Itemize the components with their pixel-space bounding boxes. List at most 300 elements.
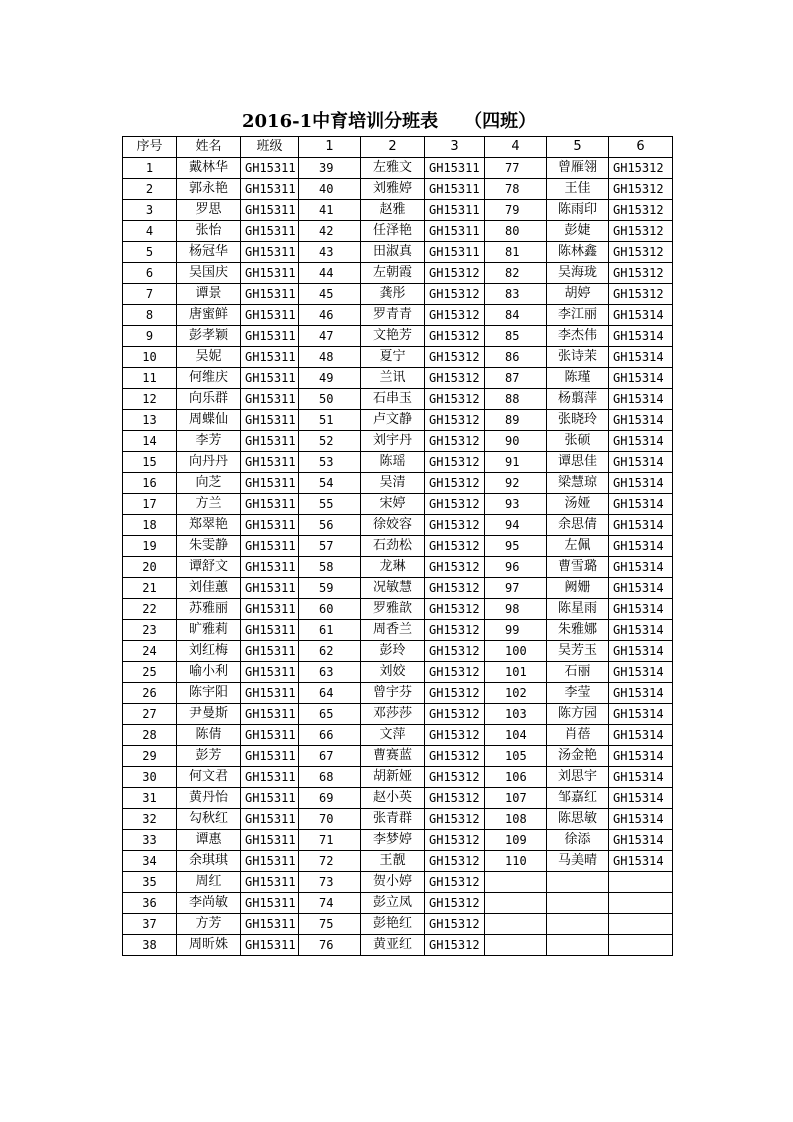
name-cell: 张硕 <box>547 431 609 452</box>
class-cell: GH15314 <box>609 683 673 704</box>
name-cell: 刘姣 <box>361 662 425 683</box>
seq-cell: 43 <box>299 242 361 263</box>
name-cell: 谭景 <box>177 284 241 305</box>
seq-cell: 110 <box>485 851 547 872</box>
class-cell <box>609 872 673 893</box>
seq-cell: 80 <box>485 221 547 242</box>
class-cell: GH15312 <box>609 221 673 242</box>
class-cell: GH15314 <box>609 368 673 389</box>
name-cell: 陈林鑫 <box>547 242 609 263</box>
name-cell: 石串玉 <box>361 389 425 410</box>
table-row <box>123 221 673 242</box>
class-cell: GH15312 <box>425 326 485 347</box>
class-cell: GH15314 <box>609 788 673 809</box>
name-cell: 李尚敏 <box>177 893 241 914</box>
class-cell: GH15314 <box>609 725 673 746</box>
class-cell: GH15311 <box>241 242 299 263</box>
seq-cell: 11 <box>123 368 177 389</box>
seq-cell: 47 <box>299 326 361 347</box>
seq-cell: 35 <box>123 872 177 893</box>
seq-cell: 23 <box>123 620 177 641</box>
class-cell: GH15311 <box>241 662 299 683</box>
class-cell: GH15314 <box>609 851 673 872</box>
class-cell: GH15312 <box>425 347 485 368</box>
class-cell <box>609 893 673 914</box>
table-row <box>123 368 673 389</box>
seq-cell: 100 <box>485 641 547 662</box>
name-cell: 朱雅娜 <box>547 620 609 641</box>
name-cell: 曾雁翎 <box>547 158 609 179</box>
name-cell: 杨冠华 <box>177 242 241 263</box>
class-cell: GH15312 <box>425 725 485 746</box>
title-class: （四班） <box>464 111 537 132</box>
class-cell: GH15311 <box>425 158 485 179</box>
class-cell: GH15311 <box>425 200 485 221</box>
table-row <box>123 347 673 368</box>
class-cell: GH15312 <box>425 368 485 389</box>
name-cell: 向乐群 <box>177 389 241 410</box>
seq-cell: 18 <box>123 515 177 536</box>
seq-cell: 46 <box>299 305 361 326</box>
class-cell: GH15312 <box>425 830 485 851</box>
class-cell: GH15311 <box>241 578 299 599</box>
class-cell: GH15311 <box>241 704 299 725</box>
class-cell: GH15312 <box>425 410 485 431</box>
class-cell: GH15314 <box>609 536 673 557</box>
class-cell: GH15311 <box>241 914 299 935</box>
header-cell: 5 <box>547 137 609 158</box>
name-cell: 徐姣容 <box>361 515 425 536</box>
name-cell: 曹赛蓝 <box>361 746 425 767</box>
seq-cell: 72 <box>299 851 361 872</box>
name-cell: 赵小英 <box>361 788 425 809</box>
seq-cell: 24 <box>123 641 177 662</box>
name-cell: 朱雯静 <box>177 536 241 557</box>
name-cell: 张青群 <box>361 809 425 830</box>
seq-cell: 39 <box>299 158 361 179</box>
name-cell: 兰讯 <box>361 368 425 389</box>
class-cell: GH15311 <box>241 557 299 578</box>
name-cell: 张晓玲 <box>547 410 609 431</box>
name-cell: 邹嘉红 <box>547 788 609 809</box>
class-cell <box>609 914 673 935</box>
seq-cell: 65 <box>299 704 361 725</box>
seq-cell: 28 <box>123 725 177 746</box>
class-cell: GH15311 <box>241 746 299 767</box>
name-cell: 夏宁 <box>361 347 425 368</box>
seq-cell: 109 <box>485 830 547 851</box>
name-cell: 谭思佳 <box>547 452 609 473</box>
seq-cell <box>485 893 547 914</box>
name-cell: 徐添 <box>547 830 609 851</box>
class-cell: GH15312 <box>425 662 485 683</box>
class-cell: GH15312 <box>425 284 485 305</box>
class-cell: GH15311 <box>241 641 299 662</box>
name-cell: 彭婕 <box>547 221 609 242</box>
name-cell: 胡新娅 <box>361 767 425 788</box>
name-cell: 曹雪璐 <box>547 557 609 578</box>
name-cell: 李杰伟 <box>547 326 609 347</box>
name-cell: 杨翦萍 <box>547 389 609 410</box>
table-row <box>123 494 673 515</box>
class-cell: GH15311 <box>241 284 299 305</box>
class-cell: GH15311 <box>241 326 299 347</box>
class-cell: GH15312 <box>425 515 485 536</box>
class-cell: GH15311 <box>425 221 485 242</box>
seq-cell: 64 <box>299 683 361 704</box>
name-cell: 汤娅 <box>547 494 609 515</box>
name-cell: 李梦婷 <box>361 830 425 851</box>
name-cell: 郑翠艳 <box>177 515 241 536</box>
table-row <box>123 263 673 284</box>
name-cell: 旷雅莉 <box>177 620 241 641</box>
name-cell: 谭惠 <box>177 830 241 851</box>
name-cell: 李江丽 <box>547 305 609 326</box>
class-cell: GH15311 <box>241 221 299 242</box>
class-cell: GH15311 <box>241 368 299 389</box>
class-cell: GH15311 <box>241 389 299 410</box>
class-cell: GH15312 <box>425 935 485 956</box>
class-cell: GH15312 <box>609 200 673 221</box>
name-cell: 李莹 <box>547 683 609 704</box>
seq-cell: 25 <box>123 662 177 683</box>
class-cell: GH15311 <box>241 200 299 221</box>
name-cell: 陈宇阳 <box>177 683 241 704</box>
seq-cell: 84 <box>485 305 547 326</box>
seq-cell: 10 <box>123 347 177 368</box>
class-cell: GH15312 <box>425 494 485 515</box>
class-cell: GH15312 <box>425 788 485 809</box>
seq-cell: 53 <box>299 452 361 473</box>
name-cell: 文艳芳 <box>361 326 425 347</box>
table-row <box>123 830 673 851</box>
name-cell: 吴芳玉 <box>547 641 609 662</box>
header-cell: 4 <box>485 137 547 158</box>
name-cell: 黄亚红 <box>361 935 425 956</box>
table-row <box>123 893 673 914</box>
class-cell <box>609 935 673 956</box>
seq-cell: 91 <box>485 452 547 473</box>
seq-cell: 50 <box>299 389 361 410</box>
name-cell: 左佩 <box>547 536 609 557</box>
name-cell: 周蝶仙 <box>177 410 241 431</box>
class-cell: GH15312 <box>425 599 485 620</box>
class-cell: GH15314 <box>609 515 673 536</box>
name-cell: 黄丹怡 <box>177 788 241 809</box>
name-cell: 贺小婷 <box>361 872 425 893</box>
seq-cell: 92 <box>485 473 547 494</box>
seq-cell: 70 <box>299 809 361 830</box>
seq-cell: 27 <box>123 704 177 725</box>
seq-cell: 8 <box>123 305 177 326</box>
seq-cell: 32 <box>123 809 177 830</box>
name-cell <box>547 914 609 935</box>
class-cell: GH15314 <box>609 305 673 326</box>
name-cell: 陈雨印 <box>547 200 609 221</box>
table-row <box>123 158 673 179</box>
table-row <box>123 599 673 620</box>
class-cell: GH15311 <box>241 410 299 431</box>
seq-cell: 44 <box>299 263 361 284</box>
name-cell: 王靓 <box>361 851 425 872</box>
seq-cell: 49 <box>299 368 361 389</box>
seq-cell: 57 <box>299 536 361 557</box>
table-row <box>123 725 673 746</box>
table-row <box>123 809 673 830</box>
seq-cell: 41 <box>299 200 361 221</box>
seq-cell: 73 <box>299 872 361 893</box>
name-cell: 汤金艳 <box>547 746 609 767</box>
name-cell: 石劲松 <box>361 536 425 557</box>
name-cell: 吴海珑 <box>547 263 609 284</box>
class-cell: GH15314 <box>609 389 673 410</box>
seq-cell: 54 <box>299 473 361 494</box>
table-row <box>123 389 673 410</box>
class-cell: GH15314 <box>609 410 673 431</box>
class-cell: GH15311 <box>241 620 299 641</box>
table-row <box>123 578 673 599</box>
seq-cell: 14 <box>123 431 177 452</box>
header-row <box>123 137 673 158</box>
seq-cell: 29 <box>123 746 177 767</box>
seq-cell: 40 <box>299 179 361 200</box>
seq-cell: 82 <box>485 263 547 284</box>
table-row <box>123 641 673 662</box>
class-cell: GH15312 <box>425 746 485 767</box>
table-row <box>123 788 673 809</box>
class-cell: GH15311 <box>241 305 299 326</box>
name-cell: 尹曼斯 <box>177 704 241 725</box>
class-cell: GH15312 <box>425 620 485 641</box>
seq-cell: 5 <box>123 242 177 263</box>
seq-cell: 45 <box>299 284 361 305</box>
name-cell <box>547 935 609 956</box>
seq-cell: 13 <box>123 410 177 431</box>
class-cell: GH15314 <box>609 599 673 620</box>
seq-cell: 76 <box>299 935 361 956</box>
class-cell: GH15311 <box>425 179 485 200</box>
class-cell: GH15311 <box>241 872 299 893</box>
class-cell: GH15314 <box>609 473 673 494</box>
name-cell: 彭芳 <box>177 746 241 767</box>
header-cell: 1 <box>299 137 361 158</box>
class-cell: GH15311 <box>241 515 299 536</box>
class-cell: GH15312 <box>425 872 485 893</box>
title-main: 2016-1中育培训分班表 <box>242 111 439 132</box>
name-cell: 左朝霞 <box>361 263 425 284</box>
name-cell: 张怡 <box>177 221 241 242</box>
table-row <box>123 284 673 305</box>
table-row <box>123 452 673 473</box>
table-row <box>123 326 673 347</box>
name-cell: 陈星雨 <box>547 599 609 620</box>
seq-cell: 48 <box>299 347 361 368</box>
class-cell: GH15314 <box>609 494 673 515</box>
seq-cell: 19 <box>123 536 177 557</box>
seq-cell <box>485 914 547 935</box>
class-cell: GH15312 <box>425 809 485 830</box>
name-cell: 彭艳红 <box>361 914 425 935</box>
seq-cell: 74 <box>299 893 361 914</box>
table-row <box>123 515 673 536</box>
seq-cell: 55 <box>299 494 361 515</box>
seq-cell: 99 <box>485 620 547 641</box>
seq-cell: 2 <box>123 179 177 200</box>
class-cell: GH15311 <box>241 683 299 704</box>
name-cell: 陈瑶 <box>361 452 425 473</box>
class-cell: GH15314 <box>609 704 673 725</box>
class-cell: GH15312 <box>425 557 485 578</box>
name-cell: 吴妮 <box>177 347 241 368</box>
seq-cell: 21 <box>123 578 177 599</box>
seq-cell: 93 <box>485 494 547 515</box>
seq-cell: 97 <box>485 578 547 599</box>
name-cell: 刘雅婷 <box>361 179 425 200</box>
class-cell: GH15311 <box>241 767 299 788</box>
name-cell: 余琪琪 <box>177 851 241 872</box>
class-cell: GH15312 <box>609 263 673 284</box>
name-cell: 周昕姝 <box>177 935 241 956</box>
name-cell: 肖蓓 <box>547 725 609 746</box>
name-cell: 吴国庆 <box>177 263 241 284</box>
header-cell: 6 <box>609 137 673 158</box>
seq-cell: 17 <box>123 494 177 515</box>
name-cell: 刘佳蕙 <box>177 578 241 599</box>
name-cell: 向丹丹 <box>177 452 241 473</box>
class-cell: GH15311 <box>241 788 299 809</box>
class-cell: GH15312 <box>425 683 485 704</box>
name-cell: 向芝 <box>177 473 241 494</box>
name-cell <box>547 872 609 893</box>
name-cell: 文萍 <box>361 725 425 746</box>
seq-cell: 75 <box>299 914 361 935</box>
name-cell: 曾宇芬 <box>361 683 425 704</box>
name-cell: 张诗茉 <box>547 347 609 368</box>
name-cell: 刘思宇 <box>547 767 609 788</box>
class-cell: GH15311 <box>241 179 299 200</box>
seq-cell: 36 <box>123 893 177 914</box>
name-cell: 方兰 <box>177 494 241 515</box>
class-cell: GH15311 <box>241 452 299 473</box>
table-row <box>123 872 673 893</box>
header-cell: 序号 <box>123 137 177 158</box>
class-cell: GH15314 <box>609 767 673 788</box>
name-cell: 李芳 <box>177 431 241 452</box>
seq-cell: 7 <box>123 284 177 305</box>
class-cell: GH15312 <box>425 536 485 557</box>
class-cell: GH15312 <box>425 452 485 473</box>
class-cell: GH15312 <box>425 704 485 725</box>
class-cell: GH15314 <box>609 662 673 683</box>
table-row <box>123 473 673 494</box>
table-row <box>123 431 673 452</box>
class-cell: GH15314 <box>609 830 673 851</box>
class-cell: GH15311 <box>241 536 299 557</box>
seq-cell: 78 <box>485 179 547 200</box>
seq-cell: 68 <box>299 767 361 788</box>
seq-cell: 33 <box>123 830 177 851</box>
class-cell: GH15311 <box>241 935 299 956</box>
name-cell: 谭舒文 <box>177 557 241 578</box>
class-cell: GH15312 <box>609 284 673 305</box>
name-cell: 石丽 <box>547 662 609 683</box>
class-cell: GH15312 <box>425 578 485 599</box>
table-row <box>123 704 673 725</box>
seq-cell <box>485 935 547 956</box>
name-cell: 周红 <box>177 872 241 893</box>
name-cell: 陈方园 <box>547 704 609 725</box>
class-cell: GH15311 <box>241 494 299 515</box>
name-cell: 陈瑾 <box>547 368 609 389</box>
table-row <box>123 746 673 767</box>
seq-cell: 94 <box>485 515 547 536</box>
seq-cell: 51 <box>299 410 361 431</box>
seq-cell: 95 <box>485 536 547 557</box>
seq-cell: 101 <box>485 662 547 683</box>
name-cell: 陈倩 <box>177 725 241 746</box>
table-row <box>123 179 673 200</box>
seq-cell: 86 <box>485 347 547 368</box>
seq-cell: 108 <box>485 809 547 830</box>
name-cell: 何文君 <box>177 767 241 788</box>
table-row <box>123 683 673 704</box>
page-title <box>242 109 562 135</box>
class-cell: GH15312 <box>425 767 485 788</box>
name-cell: 田淑真 <box>361 242 425 263</box>
name-cell: 苏雅丽 <box>177 599 241 620</box>
seq-cell: 42 <box>299 221 361 242</box>
name-cell: 陈思敏 <box>547 809 609 830</box>
table-row <box>123 767 673 788</box>
class-cell: GH15312 <box>425 914 485 935</box>
seq-cell: 3 <box>123 200 177 221</box>
seq-cell: 98 <box>485 599 547 620</box>
table-row <box>123 305 673 326</box>
name-cell: 刘宇丹 <box>361 431 425 452</box>
table-row <box>123 200 673 221</box>
class-cell: GH15311 <box>241 158 299 179</box>
seq-cell: 20 <box>123 557 177 578</box>
seq-cell: 56 <box>299 515 361 536</box>
name-cell: 何维庆 <box>177 368 241 389</box>
seq-cell: 37 <box>123 914 177 935</box>
class-cell: GH15312 <box>425 431 485 452</box>
class-cell: GH15314 <box>609 431 673 452</box>
class-cell: GH15312 <box>425 893 485 914</box>
seq-cell: 59 <box>299 578 361 599</box>
class-cell: GH15314 <box>609 620 673 641</box>
class-cell: GH15311 <box>241 431 299 452</box>
seq-cell: 104 <box>485 725 547 746</box>
class-cell: GH15311 <box>241 893 299 914</box>
class-cell: GH15312 <box>425 305 485 326</box>
class-cell: GH15311 <box>241 347 299 368</box>
seq-cell <box>485 872 547 893</box>
name-cell: 彭孝颖 <box>177 326 241 347</box>
name-cell: 况敏慧 <box>361 578 425 599</box>
name-cell: 彭玲 <box>361 641 425 662</box>
seq-cell: 38 <box>123 935 177 956</box>
class-cell: GH15314 <box>609 452 673 473</box>
name-cell: 罗雅歆 <box>361 599 425 620</box>
name-cell: 彭立凤 <box>361 893 425 914</box>
seq-cell: 81 <box>485 242 547 263</box>
table-row <box>123 620 673 641</box>
seq-cell: 105 <box>485 746 547 767</box>
name-cell: 宋婷 <box>361 494 425 515</box>
name-cell: 方芳 <box>177 914 241 935</box>
table-row <box>123 410 673 431</box>
